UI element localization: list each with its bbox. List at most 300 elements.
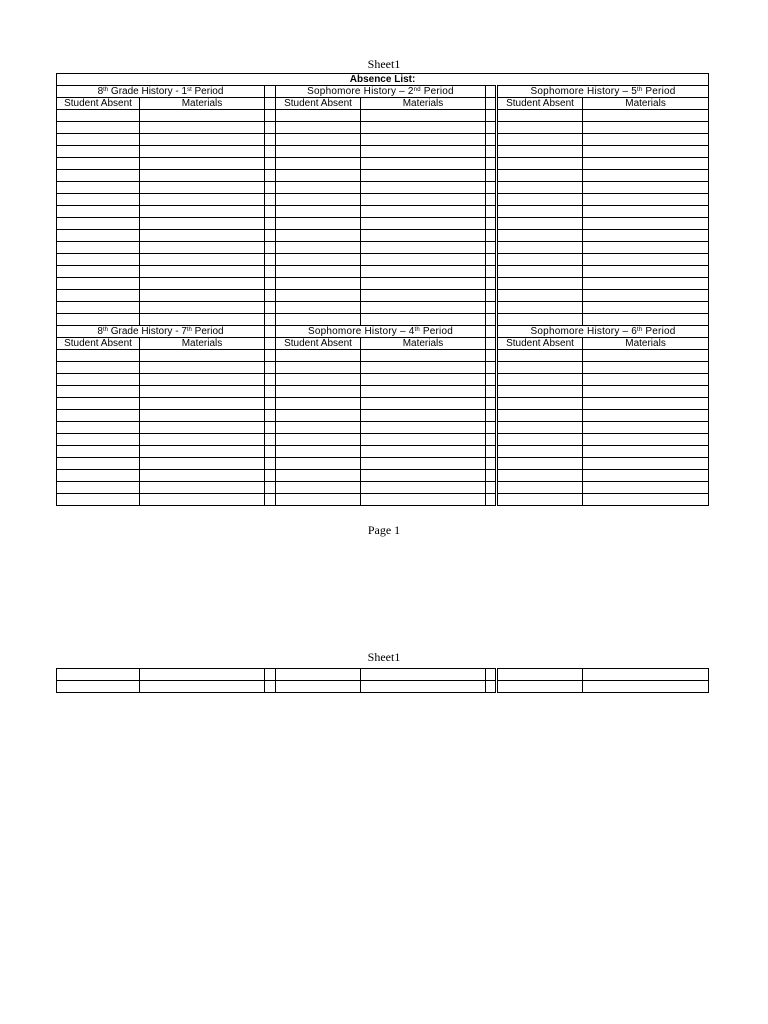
table-cell[interactable] <box>361 458 486 470</box>
table-cell[interactable] <box>276 374 361 386</box>
table-cell[interactable] <box>486 158 497 170</box>
table-cell[interactable] <box>276 242 361 254</box>
table-cell[interactable] <box>497 446 583 458</box>
table-cell[interactable] <box>361 669 486 681</box>
table-cell[interactable] <box>57 362 140 374</box>
table-cell[interactable] <box>265 681 276 693</box>
table-cell[interactable] <box>583 446 709 458</box>
table-cell[interactable] <box>361 254 486 266</box>
table-cell[interactable] <box>57 494 140 506</box>
table-cell[interactable] <box>140 134 265 146</box>
table-cell[interactable] <box>583 374 709 386</box>
table-cell[interactable] <box>361 314 486 326</box>
table-cell[interactable] <box>265 470 276 482</box>
table-cell[interactable] <box>361 482 486 494</box>
table-cell[interactable] <box>265 134 276 146</box>
table-cell[interactable] <box>265 374 276 386</box>
table-cell[interactable] <box>361 194 486 206</box>
table-cell[interactable] <box>583 230 709 242</box>
table-cell[interactable] <box>276 194 361 206</box>
table-cell[interactable] <box>265 230 276 242</box>
table-row <box>57 170 709 182</box>
table-cell[interactable] <box>57 194 140 206</box>
table-cell[interactable] <box>583 266 709 278</box>
table-row <box>57 290 709 302</box>
table-cell[interactable] <box>140 206 265 218</box>
table-cell[interactable] <box>57 218 140 230</box>
table-cell[interactable] <box>497 494 583 506</box>
table-row <box>57 386 709 398</box>
table-row <box>57 458 709 470</box>
table-cell[interactable] <box>361 302 486 314</box>
table-cell[interactable] <box>497 218 583 230</box>
table-cell[interactable] <box>583 410 709 422</box>
table-cell[interactable] <box>497 422 583 434</box>
table-cell[interactable] <box>583 422 709 434</box>
table-cell[interactable] <box>140 158 265 170</box>
spacer-cell <box>265 98 276 110</box>
table-cell[interactable] <box>57 446 140 458</box>
table-cell[interactable] <box>583 122 709 134</box>
student-absent-header: Student Absent <box>57 338 140 350</box>
table-cell[interactable] <box>486 254 497 266</box>
table-cell[interactable] <box>276 122 361 134</box>
table-cell[interactable] <box>486 302 497 314</box>
table-cell[interactable] <box>140 398 265 410</box>
table-row <box>57 669 709 681</box>
table-cell[interactable] <box>265 314 276 326</box>
table-cell[interactable] <box>583 386 709 398</box>
table-cell[interactable] <box>497 434 583 446</box>
table-cell[interactable] <box>361 398 486 410</box>
table-cell[interactable] <box>265 494 276 506</box>
table-cell[interactable] <box>140 170 265 182</box>
table-cell[interactable] <box>276 494 361 506</box>
table-cell[interactable] <box>265 170 276 182</box>
table-cell[interactable] <box>361 230 486 242</box>
table-cell[interactable] <box>140 362 265 374</box>
table-cell[interactable] <box>57 681 140 693</box>
table-row <box>57 681 709 693</box>
table-cell[interactable] <box>583 482 709 494</box>
table-cell[interactable] <box>497 482 583 494</box>
table-cell[interactable] <box>486 146 497 158</box>
table-cell[interactable] <box>497 194 583 206</box>
table-cell[interactable] <box>276 278 361 290</box>
table-cell[interactable] <box>497 681 583 693</box>
table-cell[interactable] <box>140 230 265 242</box>
table-cell[interactable] <box>140 254 265 266</box>
period-header <box>57 326 265 338</box>
table-cell[interactable] <box>361 218 486 230</box>
table-cell[interactable] <box>140 458 265 470</box>
table-cell[interactable] <box>486 362 497 374</box>
table-cell[interactable] <box>497 170 583 182</box>
table-cell[interactable] <box>497 458 583 470</box>
table-cell[interactable] <box>140 422 265 434</box>
table-cell[interactable] <box>486 194 497 206</box>
table-cell[interactable] <box>265 218 276 230</box>
table-cell[interactable] <box>57 314 140 326</box>
table-cell[interactable] <box>276 669 361 681</box>
table-cell[interactable] <box>486 446 497 458</box>
table-cell[interactable] <box>361 242 486 254</box>
table-cell[interactable] <box>276 110 361 122</box>
column-header-row <box>57 338 709 350</box>
table-cell[interactable] <box>276 458 361 470</box>
table-cell[interactable] <box>486 230 497 242</box>
table-cell[interactable] <box>57 254 140 266</box>
period-header <box>57 86 265 98</box>
table-cell[interactable] <box>583 254 709 266</box>
spacer-cell <box>486 338 497 350</box>
table-cell[interactable] <box>486 350 497 362</box>
table-cell[interactable] <box>497 230 583 242</box>
table-cell[interactable] <box>57 290 140 302</box>
table-cell[interactable] <box>486 122 497 134</box>
table-cell[interactable] <box>265 410 276 422</box>
table-cell[interactable] <box>57 230 140 242</box>
period-header-sup1: th <box>103 86 109 93</box>
table-cell[interactable] <box>497 254 583 266</box>
table-cell[interactable] <box>140 446 265 458</box>
table-cell[interactable] <box>497 314 583 326</box>
table-cell[interactable] <box>361 110 486 122</box>
table-cell[interactable] <box>57 278 140 290</box>
table-cell[interactable] <box>57 398 140 410</box>
table-cell[interactable] <box>361 422 486 434</box>
table-cell[interactable] <box>486 669 497 681</box>
table-cell[interactable] <box>497 122 583 134</box>
spacer-cell <box>486 326 497 338</box>
table-cell[interactable] <box>276 470 361 482</box>
table-cell[interactable] <box>486 218 497 230</box>
table-cell[interactable] <box>57 302 140 314</box>
table-cell[interactable] <box>361 206 486 218</box>
table-cell[interactable] <box>57 669 140 681</box>
table-cell[interactable] <box>140 470 265 482</box>
table-cell[interactable] <box>361 494 486 506</box>
table-cell[interactable] <box>486 386 497 398</box>
table-cell[interactable] <box>361 434 486 446</box>
table-cell[interactable] <box>583 158 709 170</box>
table-cell[interactable] <box>583 182 709 194</box>
table-cell[interactable] <box>486 242 497 254</box>
table-cell[interactable] <box>486 470 497 482</box>
table-cell[interactable] <box>57 206 140 218</box>
table-cell[interactable] <box>583 206 709 218</box>
table-cell[interactable] <box>140 314 265 326</box>
table-cell[interactable] <box>486 182 497 194</box>
table-cell[interactable] <box>497 374 583 386</box>
table-cell[interactable] <box>140 278 265 290</box>
table-cell[interactable] <box>583 146 709 158</box>
table-cell[interactable] <box>497 290 583 302</box>
table-cell[interactable] <box>361 134 486 146</box>
table-cell[interactable] <box>497 110 583 122</box>
table-cell[interactable] <box>583 458 709 470</box>
period-header-middle: Grade History - 1 <box>108 85 188 97</box>
table-cell[interactable] <box>57 122 140 134</box>
table-cell[interactable] <box>57 422 140 434</box>
table-cell[interactable] <box>276 302 361 314</box>
table-cell[interactable] <box>276 362 361 374</box>
table-cell[interactable] <box>265 158 276 170</box>
table-row <box>57 422 709 434</box>
table-cell[interactable] <box>265 194 276 206</box>
table-cell[interactable] <box>265 669 276 681</box>
table-cell[interactable] <box>265 110 276 122</box>
table-cell[interactable] <box>361 182 486 194</box>
materials-header: Materials <box>583 338 709 350</box>
table-cell[interactable] <box>265 482 276 494</box>
table-cell[interactable] <box>497 134 583 146</box>
table-row <box>57 410 709 422</box>
materials-header: Materials <box>140 98 265 110</box>
table-cell[interactable] <box>265 350 276 362</box>
sheet-title-page2: Sheet1 <box>367 650 401 664</box>
table-cell[interactable] <box>57 482 140 494</box>
table-cell[interactable] <box>583 170 709 182</box>
student-absent-header: Student Absent <box>276 98 361 110</box>
table-cell[interactable] <box>140 681 265 693</box>
table-cell[interactable] <box>361 386 486 398</box>
table-cell[interactable] <box>361 374 486 386</box>
table-cell[interactable] <box>361 266 486 278</box>
table-cell[interactable] <box>265 278 276 290</box>
table-cell[interactable] <box>276 206 361 218</box>
table-cell[interactable] <box>276 386 361 398</box>
table-cell[interactable] <box>583 110 709 122</box>
period-header-sup1: th <box>637 326 643 333</box>
table-cell[interactable] <box>276 350 361 362</box>
table-cell[interactable] <box>583 434 709 446</box>
table-cell[interactable] <box>265 290 276 302</box>
table-row <box>57 314 709 326</box>
table-cell[interactable] <box>57 182 140 194</box>
table-cell[interactable] <box>486 458 497 470</box>
table-cell[interactable] <box>140 122 265 134</box>
table-cell[interactable] <box>361 470 486 482</box>
table-cell[interactable] <box>265 434 276 446</box>
table-cell[interactable] <box>276 681 361 693</box>
table-cell[interactable] <box>486 681 497 693</box>
table-cell[interactable] <box>57 386 140 398</box>
table-cell[interactable] <box>265 458 276 470</box>
table-cell[interactable] <box>57 158 140 170</box>
table-cell[interactable] <box>140 182 265 194</box>
table-cell[interactable] <box>486 398 497 410</box>
table-cell[interactable] <box>276 422 361 434</box>
table-cell[interactable] <box>486 290 497 302</box>
table-cell[interactable] <box>583 218 709 230</box>
table-cell[interactable] <box>583 314 709 326</box>
period-header-suffix: Period <box>419 325 453 337</box>
table-cell[interactable] <box>583 278 709 290</box>
table-cell[interactable] <box>265 206 276 218</box>
table-cell[interactable] <box>265 182 276 194</box>
table-cell[interactable] <box>57 350 140 362</box>
table-row <box>57 242 709 254</box>
table-cell[interactable] <box>497 206 583 218</box>
table-cell[interactable] <box>265 362 276 374</box>
table-cell[interactable] <box>583 242 709 254</box>
table-cell[interactable] <box>361 362 486 374</box>
table-cell[interactable] <box>140 302 265 314</box>
table-cell[interactable] <box>486 278 497 290</box>
table-cell[interactable] <box>265 254 276 266</box>
table-cell[interactable] <box>57 134 140 146</box>
table-cell[interactable] <box>140 669 265 681</box>
table-cell[interactable] <box>486 206 497 218</box>
table-cell[interactable] <box>583 350 709 362</box>
table-cell[interactable] <box>140 194 265 206</box>
table-cell[interactable] <box>276 290 361 302</box>
table-cell[interactable] <box>57 266 140 278</box>
table-cell[interactable] <box>583 669 709 681</box>
table-cell[interactable] <box>140 266 265 278</box>
table-row <box>57 158 709 170</box>
table-cell[interactable] <box>497 386 583 398</box>
table-cell[interactable] <box>486 170 497 182</box>
table-cell[interactable] <box>265 242 276 254</box>
table-cell[interactable] <box>497 158 583 170</box>
table-cell[interactable] <box>583 302 709 314</box>
table-cell[interactable] <box>361 290 486 302</box>
table-cell[interactable] <box>276 230 361 242</box>
table-cell[interactable] <box>140 410 265 422</box>
table-cell[interactable] <box>57 170 140 182</box>
table-cell[interactable] <box>497 146 583 158</box>
table-cell[interactable] <box>276 254 361 266</box>
table-cell[interactable] <box>276 434 361 446</box>
table-cell[interactable] <box>361 350 486 362</box>
table-cell[interactable] <box>57 110 140 122</box>
table-cell[interactable] <box>583 681 709 693</box>
table-cell[interactable] <box>361 278 486 290</box>
table-cell[interactable] <box>140 218 265 230</box>
table-cell[interactable] <box>486 422 497 434</box>
table-cell[interactable] <box>140 434 265 446</box>
table-cell[interactable] <box>497 350 583 362</box>
table-cell[interactable] <box>583 398 709 410</box>
table-cell[interactable] <box>265 386 276 398</box>
table-cell[interactable] <box>140 350 265 362</box>
table-cell[interactable] <box>361 681 486 693</box>
table-cell[interactable] <box>361 146 486 158</box>
table-row <box>57 206 709 218</box>
table-cell[interactable] <box>276 314 361 326</box>
table-cell[interactable] <box>583 494 709 506</box>
table-cell[interactable] <box>140 482 265 494</box>
table-cell[interactable] <box>583 362 709 374</box>
table-row <box>57 122 709 134</box>
table-cell[interactable] <box>486 266 497 278</box>
table-cell[interactable] <box>583 134 709 146</box>
table-cell[interactable] <box>140 374 265 386</box>
table-cell[interactable] <box>276 446 361 458</box>
table-row <box>57 482 709 494</box>
table-cell[interactable] <box>140 242 265 254</box>
table-cell[interactable] <box>57 470 140 482</box>
table-cell[interactable] <box>583 290 709 302</box>
table-cell[interactable] <box>57 242 140 254</box>
table-cell[interactable] <box>497 302 583 314</box>
table-cell[interactable] <box>497 410 583 422</box>
table-cell[interactable] <box>497 470 583 482</box>
table-cell[interactable] <box>361 170 486 182</box>
table-cell[interactable] <box>486 494 497 506</box>
table-cell[interactable] <box>57 458 140 470</box>
table-cell[interactable] <box>265 266 276 278</box>
table-cell[interactable] <box>583 470 709 482</box>
table-cell[interactable] <box>265 302 276 314</box>
table-cell[interactable] <box>497 362 583 374</box>
table-cell[interactable] <box>265 446 276 458</box>
table-row <box>57 218 709 230</box>
table-cell[interactable] <box>276 182 361 194</box>
table-cell[interactable] <box>497 278 583 290</box>
table-cell[interactable] <box>265 122 276 134</box>
table-cell[interactable] <box>57 146 140 158</box>
table-cell[interactable] <box>265 422 276 434</box>
table-cell[interactable] <box>361 446 486 458</box>
table-cell[interactable] <box>276 266 361 278</box>
student-absent-header: Student Absent <box>57 98 140 110</box>
sheet-title: Sheet1 <box>367 57 401 71</box>
table-cell[interactable] <box>486 374 497 386</box>
table-cell[interactable] <box>140 290 265 302</box>
table-cell[interactable] <box>140 110 265 122</box>
table-cell[interactable] <box>497 398 583 410</box>
period-header-suffix: Period <box>642 85 676 97</box>
table-cell[interactable] <box>57 434 140 446</box>
table-cell[interactable] <box>140 146 265 158</box>
table-row <box>57 434 709 446</box>
table-cell[interactable] <box>486 410 497 422</box>
table-cell[interactable] <box>486 134 497 146</box>
table-cell[interactable] <box>497 182 583 194</box>
table-cell[interactable] <box>497 266 583 278</box>
table-cell[interactable] <box>497 242 583 254</box>
table-cell[interactable] <box>276 218 361 230</box>
table-cell[interactable] <box>57 410 140 422</box>
table-cell[interactable] <box>361 410 486 422</box>
table-cell[interactable] <box>486 314 497 326</box>
table-cell[interactable] <box>276 158 361 170</box>
table-cell[interactable] <box>140 494 265 506</box>
table-cell[interactable] <box>276 398 361 410</box>
table-cell[interactable] <box>276 482 361 494</box>
table-cell[interactable] <box>276 146 361 158</box>
table-cell[interactable] <box>57 374 140 386</box>
table-cell[interactable] <box>276 410 361 422</box>
table-cell[interactable] <box>276 134 361 146</box>
table-cell[interactable] <box>361 158 486 170</box>
table-cell[interactable] <box>361 122 486 134</box>
table-cell[interactable] <box>265 146 276 158</box>
table-cell[interactable] <box>486 434 497 446</box>
page2-table <box>56 668 709 693</box>
table-cell[interactable] <box>583 194 709 206</box>
table-cell[interactable] <box>486 110 497 122</box>
table-cell[interactable] <box>497 669 583 681</box>
table-cell[interactable] <box>276 170 361 182</box>
absence-list-table <box>56 73 709 506</box>
table-cell[interactable] <box>265 398 276 410</box>
table-cell[interactable] <box>140 386 265 398</box>
table-cell[interactable] <box>486 482 497 494</box>
